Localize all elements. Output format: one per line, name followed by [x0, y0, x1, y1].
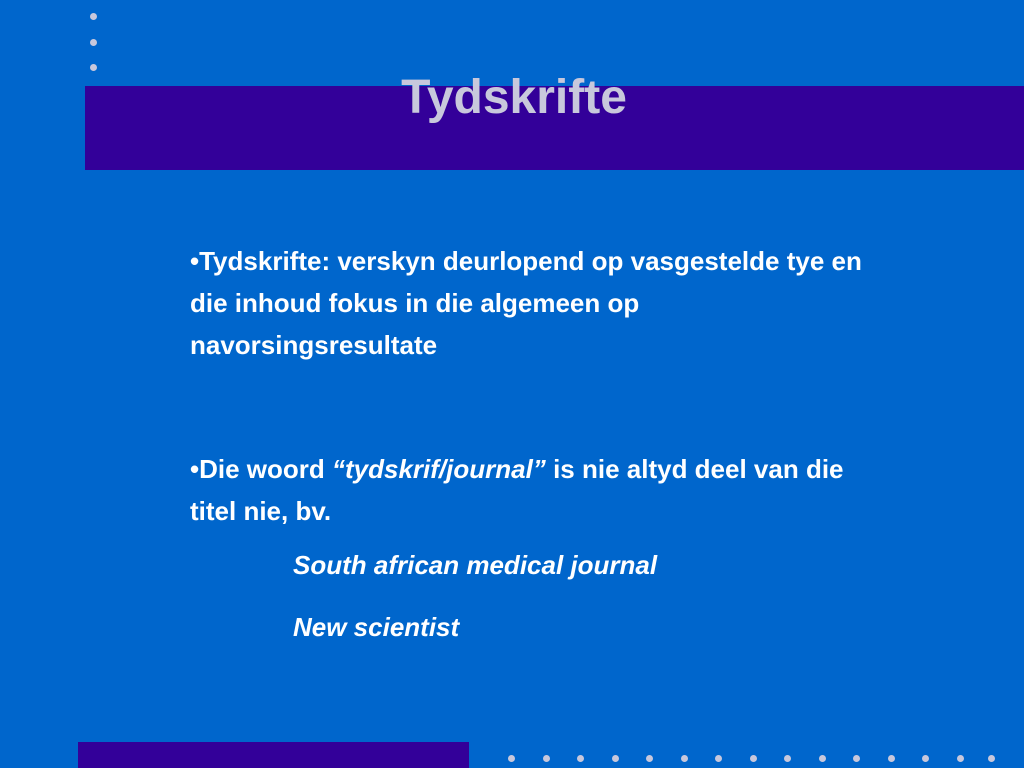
decor-dot-bottom-4 [612, 755, 619, 762]
bullet-2-suffix: is nie altyd deel van die titel nie, bv. [190, 454, 844, 526]
decor-dot-bottom-6 [681, 755, 688, 762]
bullet-1-text: Tydskrifte: verskyn deurlopend op vasgestelde tye en die inhoud fokus in die algemeen op navorsingsresultate [190, 246, 862, 360]
decor-dot-top-2 [90, 39, 97, 46]
slide-title-text: Tydskrifte [401, 71, 627, 124]
bullet-1 [190, 240, 870, 366]
decor-dot-bottom-7 [715, 755, 722, 762]
example-journal-2: New scientist [293, 612, 460, 642]
decor-dot-bottom-3 [577, 755, 584, 762]
slide-body [190, 240, 870, 532]
decor-dot-bottom-15 [988, 755, 995, 762]
decor-dot-bottom-11 [853, 755, 860, 762]
decor-dot-bottom-2 [543, 755, 550, 762]
decor-dot-bottom-9 [784, 755, 791, 762]
decor-dot-bottom-14 [957, 755, 964, 762]
decor-dot-bottom-13 [922, 755, 929, 762]
decor-dot-bottom-10 [819, 755, 826, 762]
decor-dot-bottom-1 [508, 755, 515, 762]
slide-title [0, 68, 1024, 128]
decor-dot-top-1 [90, 13, 97, 20]
decor-dot-bottom-8 [750, 755, 757, 762]
bullet-2-marker: • [190, 454, 200, 484]
bullet-2 [190, 448, 870, 532]
decor-dot-bottom-5 [646, 755, 653, 762]
bullet-1-marker: • [190, 246, 200, 276]
decor-dot-bottom-12 [888, 755, 895, 762]
bullet-2-italic: “tydskrif/journal” [332, 454, 546, 484]
bullet-2-prefix: Die woord [199, 454, 333, 484]
bottom-band [78, 742, 469, 768]
example-journal-1: South african medical journal [293, 550, 658, 580]
